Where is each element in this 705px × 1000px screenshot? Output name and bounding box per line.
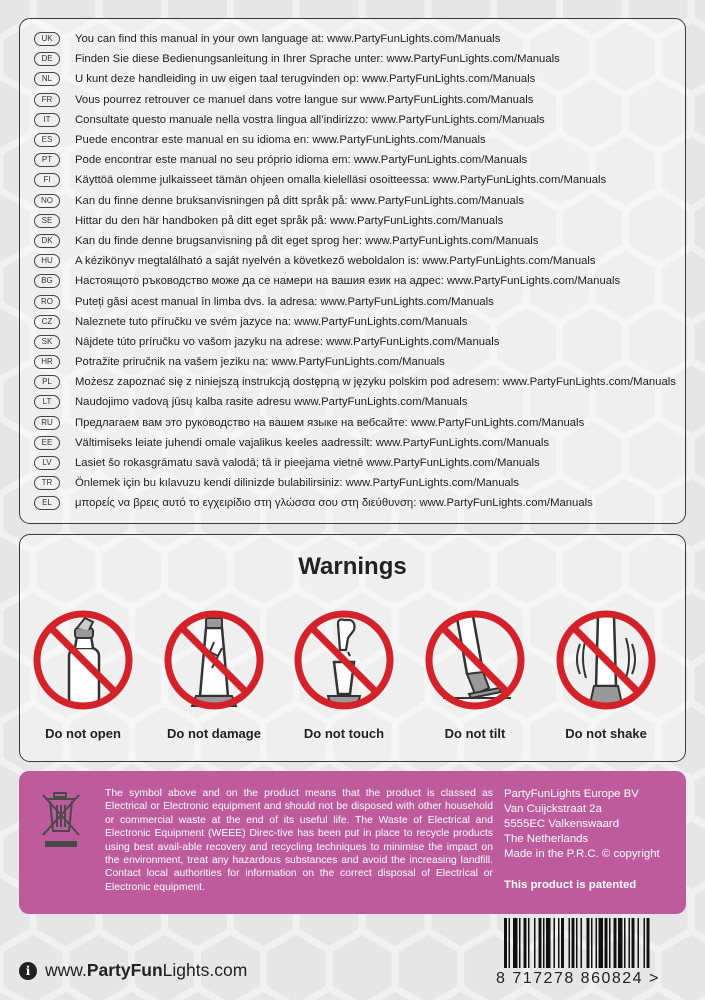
url-rest: Lights.com xyxy=(162,960,248,980)
company-address xyxy=(504,787,660,862)
language-row xyxy=(34,231,685,251)
language-text: Önlemek için bu kılavuzu kendi dilinizde bulabilirsiniz: www.PartyFunLights.com/Manuals xyxy=(75,477,519,490)
language-text: Potražite priručnik na vašem jeziku na: www.PartyFunLights.com/Manuals xyxy=(75,356,445,369)
language-text: Naleznete tuto příručku ve svém jazyce na: www.PartyFunLights.com/Manuals xyxy=(75,315,468,328)
language-row xyxy=(34,352,685,372)
language-code-badge: RO xyxy=(34,295,60,309)
language-code-badge: EL xyxy=(34,496,60,510)
language-text: U kunt deze handleiding in uw eigen taal terugvinden op: www.PartyFunLights.com/Manuals xyxy=(75,73,536,86)
language-code-badge: DK xyxy=(34,234,60,248)
language-text: Możesz zapoznać się z niniejszą instrukcją dostępną w języku polskim pod adresem: www.PartyFunLights.com/Manuals xyxy=(75,376,676,389)
language-code-badge: NL xyxy=(34,72,60,86)
language-row xyxy=(34,372,685,392)
language-text: Lasiet šo rokasgrāmatu savā valodā; tā ir pieejama vietnē www.PartyFunLights.com/Manuals xyxy=(75,457,540,470)
warning-do-not-tilt xyxy=(415,608,535,741)
barcode xyxy=(502,918,686,970)
language-row xyxy=(34,493,685,513)
language-code-badge: NO xyxy=(34,194,60,208)
language-code-badge: HU xyxy=(34,254,60,268)
no-shake-icon xyxy=(554,608,658,712)
language-text: Consultate questo manuale nella vostra lingua all’indirizzo: www.PartyFunLights.com/Manuals xyxy=(75,113,545,126)
language-code-badge: PL xyxy=(34,375,60,389)
warning-label: Do not tilt xyxy=(444,726,506,741)
language-text: Käyttöä olemme julkaisseet tämän ohjeen omalla kielelläsi osoitteessa: www.PartyFunLights.com/Manuals xyxy=(75,174,607,187)
language-row xyxy=(34,130,685,150)
website-url[interactable] xyxy=(45,960,247,981)
language-row xyxy=(34,332,685,352)
language-row xyxy=(34,251,685,271)
language-text: Kan du finne denne bruksanvisningen på ditt språk på: www.PartyFunLights.com/Manuals xyxy=(75,194,524,207)
url-prefix: www. xyxy=(45,960,87,980)
address-line: PartyFunLights Europe BV xyxy=(504,788,639,800)
patent-notice: This product is patented xyxy=(504,879,637,891)
language-row xyxy=(34,433,685,453)
language-text: Naudojimo vadovą jūsų kalba rasite adresu www.PartyFunLights.com/Manuals xyxy=(75,396,468,409)
language-row xyxy=(34,312,685,332)
warning-do-not-touch xyxy=(284,608,404,741)
language-code-badge: IT xyxy=(34,113,60,127)
language-row xyxy=(34,191,685,211)
url-bold: PartyFun xyxy=(86,960,163,980)
language-text: μπορείς να βρεις αυτό το εγχειρίδιο στη γλώσσα σου στη διεύθυνση: www.PartyFunLights.com/Manuals xyxy=(75,497,593,510)
language-code-badge: LV xyxy=(34,456,60,470)
language-text: Pode encontrar este manual no seu próprio idioma em: www.PartyFunLights.com/Manuals xyxy=(75,154,528,167)
language-row xyxy=(34,392,685,412)
warnings-panel xyxy=(19,534,686,762)
language-code-badge: BG xyxy=(34,274,60,288)
address-line: 5555EC Valkenswaard xyxy=(504,818,620,830)
language-code-badge: ES xyxy=(34,133,60,147)
language-text: Finden Sie diese Bedienungsanleitung in Ihrer Sprache unter: www.PartyFunLights.com/Manuals xyxy=(75,53,560,66)
language-row xyxy=(34,170,685,190)
language-code-badge: RU xyxy=(34,416,60,430)
language-code-badge: UK xyxy=(34,32,60,46)
language-row xyxy=(34,453,685,473)
language-code-badge: FR xyxy=(34,93,60,107)
language-code-badge: LT xyxy=(34,395,60,409)
language-list-panel xyxy=(19,18,686,524)
language-code-badge: PT xyxy=(34,153,60,167)
language-row xyxy=(34,271,685,291)
weee-notice-box xyxy=(19,771,686,914)
language-code-badge: FI xyxy=(34,173,60,187)
warning-label: Do not shake xyxy=(565,726,647,741)
no-damage-icon xyxy=(162,608,266,712)
no-open-icon xyxy=(31,608,135,712)
language-row xyxy=(34,150,685,170)
language-row xyxy=(34,49,685,69)
no-tilt-icon xyxy=(423,608,527,712)
language-code-badge: SK xyxy=(34,335,60,349)
warning-do-not-open xyxy=(23,608,143,741)
language-row xyxy=(34,29,685,49)
language-text: Vältimiseks leiate juhendi omale vajalikus keeles aadressilt: www.PartyFunLights.com/Manuals xyxy=(75,436,550,449)
warning-do-not-shake xyxy=(546,608,666,741)
language-text: Puede encontrar este manual en su idioma en: www.PartyFunLights.com/Manuals xyxy=(75,134,486,147)
language-text: You can find this manual in your own language at: www.PartyFunLights.com/Manuals xyxy=(75,33,501,46)
language-text: Puteți găsi acest manual în limba dvs. la adresa: www.PartyFunLights.com/Manuals xyxy=(75,295,494,308)
language-code-badge: DE xyxy=(34,52,60,66)
no-touch-icon xyxy=(292,608,396,712)
address-line: Van Cuijckstraat 2a xyxy=(504,803,602,815)
info-icon: i xyxy=(19,962,37,980)
language-row xyxy=(34,110,685,130)
language-code-badge: CZ xyxy=(34,315,60,329)
language-row xyxy=(34,413,685,433)
address-line: Made in the P.R.C. © copyright xyxy=(504,848,660,860)
weee-text: The symbol above and on the product means that the product is classed as Electrical or Electronic equipment and should not be disposed with other household or commercial waste at the end of its useful life. The Waste of Electrical and Electronic Equipment (WEEE) Direc-tive has been put in place to recycle products using best avail-able recovery and recycling techniques to minimise the impact on the environment, treat any hazardous substances and avoid the increasing landfill. Contact local authorities for information on the correct disposal of Electrical or Electronic equipment. xyxy=(105,788,493,893)
language-code-badge: HR xyxy=(34,355,60,369)
crossed-bin-icon xyxy=(41,791,81,853)
warning-label: Do not open xyxy=(45,726,121,741)
language-text: A kézikönyv megtalálható a saját nyelvén a következő weboldalon is: www.PartyFunLights.com/Manuals xyxy=(75,255,596,268)
language-code-badge: TR xyxy=(34,476,60,490)
address-line: The Netherlands xyxy=(504,833,589,845)
language-text: Nájdete túto príručku vo vašom jazyku na adrese: www.PartyFunLights.com/Manuals xyxy=(75,335,500,348)
language-text: Vous pourrez retrouver ce manuel dans votre langue sur www.PartyFunLights.com/Manuals xyxy=(75,93,534,106)
language-row xyxy=(34,291,685,311)
website-footer xyxy=(19,960,247,981)
warning-do-not-damage xyxy=(154,608,274,741)
warning-label: Do not touch xyxy=(303,726,385,741)
language-text: Hittar du den här handboken på ditt eget språk på: www.PartyFunLights.com/Manuals xyxy=(75,214,504,227)
language-row xyxy=(34,90,685,110)
language-text: Предлагаем вам это руководство на вашем языке на вебсайте: www.PartyFunLights.com/Manuals xyxy=(75,416,585,429)
language-text: Настоящото ръководство може да се намери на вашия език на адрес: www.PartyFunLights.com/Manuals xyxy=(75,275,621,288)
language-text: Kan du finde denne brugsanvisning på dit eget sprog her: www.PartyFunLights.com/Manuals xyxy=(75,234,539,247)
language-row xyxy=(34,69,685,89)
warning-label: Do not damage xyxy=(167,726,261,741)
language-code-badge: SE xyxy=(34,214,60,228)
language-row xyxy=(34,473,685,493)
language-code-badge: EE xyxy=(34,436,60,450)
language-row xyxy=(34,211,685,231)
warnings-title: Warnings xyxy=(298,553,407,580)
barcode-number: 8 717278 860824 > xyxy=(496,970,660,987)
